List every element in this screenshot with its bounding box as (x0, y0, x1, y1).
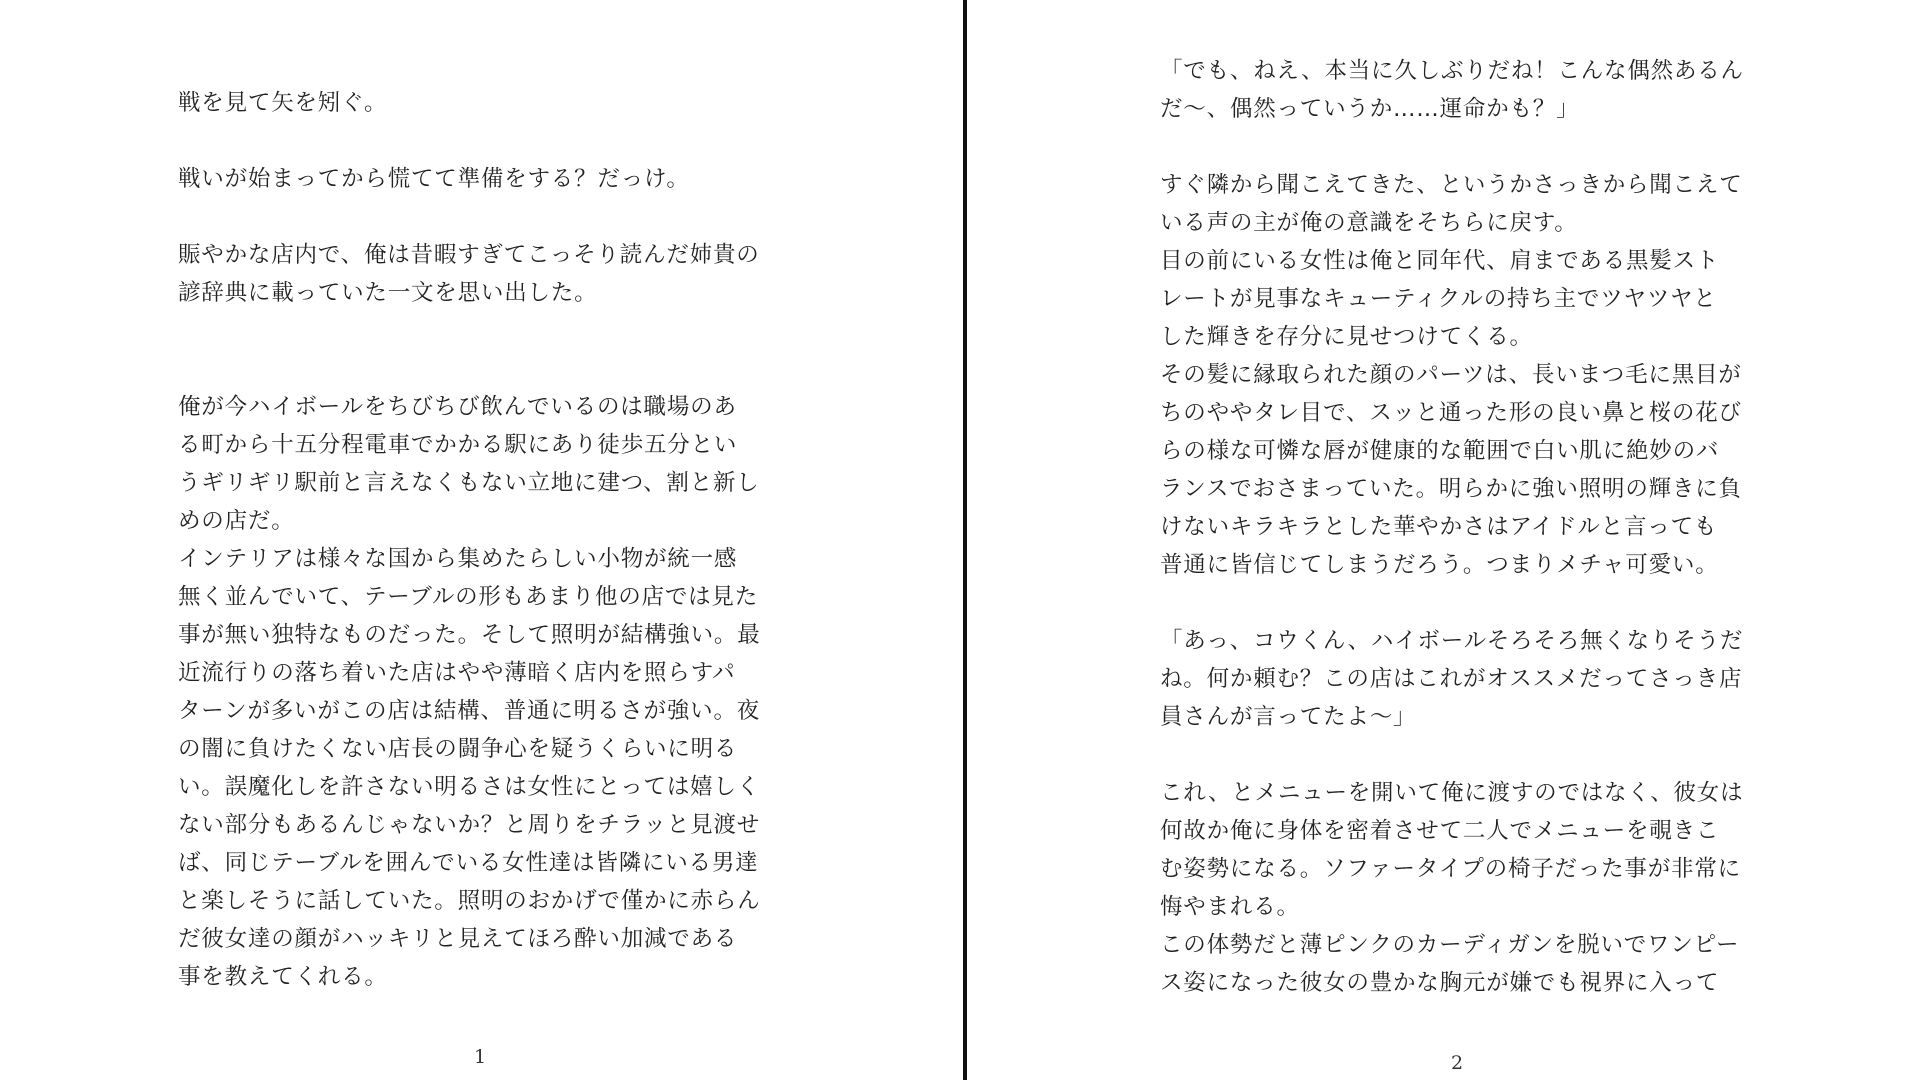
text-line: ない部分もあるんじゃないか？と周りをチラッと見渡せ (178, 812, 761, 838)
text-line: ス姿になった彼女の豊かな胸元が嫌でも視界に入って (1160, 970, 1720, 996)
text-line: その髪に縁取られた顔のパーツは、長いまつ毛に黒目が (1160, 362, 1742, 388)
text-line: 悔やまれる。 (1160, 894, 1300, 920)
text-line: 員さんが言ってたよ〜」 (1160, 704, 1417, 730)
text-line: レートが見事なキューティクルの持ち主でツヤツヤと (1160, 286, 1717, 312)
text-line: 「あっ、コウくん、ハイボールそろそろ無くなりそうだ (1160, 628, 1744, 654)
text-line: これ、とメニューを開いて俺に渡すのではなく、彼女は (1160, 780, 1744, 806)
left-page (178, 0, 790, 1080)
text-line: 戦いが始まってから慌てて準備をする？だっけ。 (178, 166, 690, 192)
text-line: らの様な可憐な唇が健康的な範囲で白い肌に絶妙のバ (1160, 438, 1720, 464)
text-line: 何故か俺に身体を密着させて二人でメニューを覗きこ (1160, 818, 1720, 844)
text-line: 「でも、ねえ、本当に久しぶりだね！こんな偶然あるん (1160, 58, 1744, 84)
text-line: ば、同じテーブルを囲んでいる女性達は皆隣にいる男達 (178, 850, 759, 876)
left-page-body-text (178, 84, 761, 996)
text-line: の闇に負けたくない店長の闘争心を疑うくらいに明る (178, 736, 738, 762)
right-page-number: 2 (1451, 1052, 1464, 1074)
text-line: 普通に皆信じてしまうだろう。つまりメチャ可愛い。 (1160, 552, 1719, 578)
blank-line (1160, 736, 1744, 774)
blank-line (1160, 128, 1744, 166)
text-line: だ〜、偶然っていうか……運命かも？」 (1160, 96, 1580, 122)
right-page (1160, 0, 1772, 1080)
blank-line (1160, 584, 1744, 622)
text-line: と楽しそうに話していた。照明のおかげで僅かに赤らん (178, 888, 761, 914)
text-line: 目の前にいる女性は俺と同年代、肩まである黒髪スト (1160, 248, 1720, 274)
text-line: 無く並んでいて、テーブルの形もあまり他の店では見た (178, 584, 759, 610)
text-line: けないキラキラとした華やかさはアイドルと言っても (1160, 514, 1718, 540)
blank-line (178, 312, 761, 350)
text-line: 近流行りの落ち着いた店はやや薄暗く店内を照らすパ (178, 660, 736, 686)
text-line: インテリアは様々な国から集めたらしい小物が統一感 (178, 546, 738, 572)
right-page-body-text (1160, 52, 1744, 1002)
text-line: る町から十五分程電車でかかる駅にあり徒歩五分とい (178, 432, 738, 458)
text-line: だ彼女達の顔がハッキリと見えてほろ酔い加減である (178, 926, 738, 952)
text-line: うギリギリ駅前と言えなくもない立地に建つ、割と新し (178, 470, 760, 496)
text-line: した輝きを存分に見せつけてくる。 (1160, 324, 1533, 350)
text-line: いる声の主が俺の意識をそちらに戻す。 (1160, 210, 1578, 236)
text-line: ちのややタレ目で、スッと通った形の良い鼻と桜の花び (1160, 400, 1742, 426)
text-line: 事を教えてくれる。 (178, 964, 388, 990)
text-line: む姿勢になる。ソファータイプの椅子だった事が非常に (1160, 856, 1741, 882)
page-divider (963, 0, 967, 1080)
text-line: ランスでおさまっていた。明らかに強い照明の輝きに負 (1160, 476, 1742, 502)
text-line: 諺辞典に載っていた一文を思い出した。 (178, 280, 598, 306)
text-line: めの店だ。 (178, 508, 295, 534)
text-line: 戦を見て矢を矧ぐ。 (178, 90, 388, 116)
text-line: この体勢だと薄ピンクのカーディガンを脱いでワンピー (1160, 932, 1740, 958)
text-line: ね。何か頼む？この店はこれがオススメだってさっき店 (1160, 666, 1743, 692)
text-line: い。誤魔化しを許さない明るさは女性にとっては嬉しく (178, 774, 761, 800)
text-line: 俺が今ハイボールをちびちび飲んでいるのは職場のあ (178, 394, 737, 420)
text-line: ターンが多いがこの店は結構、普通に明るさが強い。夜 (178, 698, 761, 724)
left-page-number: 1 (474, 1046, 487, 1068)
text-line: 賑やかな店内で、俺は昔暇すぎてこっそり読んだ姉貴の (178, 242, 760, 268)
blank-line (178, 198, 761, 236)
text-line: 事が無い独特なものだった。そして照明が結構強い。最 (178, 622, 761, 648)
text-line: すぐ隣から聞こえてきた、というかさっきから聞こえて (1160, 172, 1743, 198)
blank-line (178, 122, 761, 160)
blank-line (178, 350, 761, 388)
